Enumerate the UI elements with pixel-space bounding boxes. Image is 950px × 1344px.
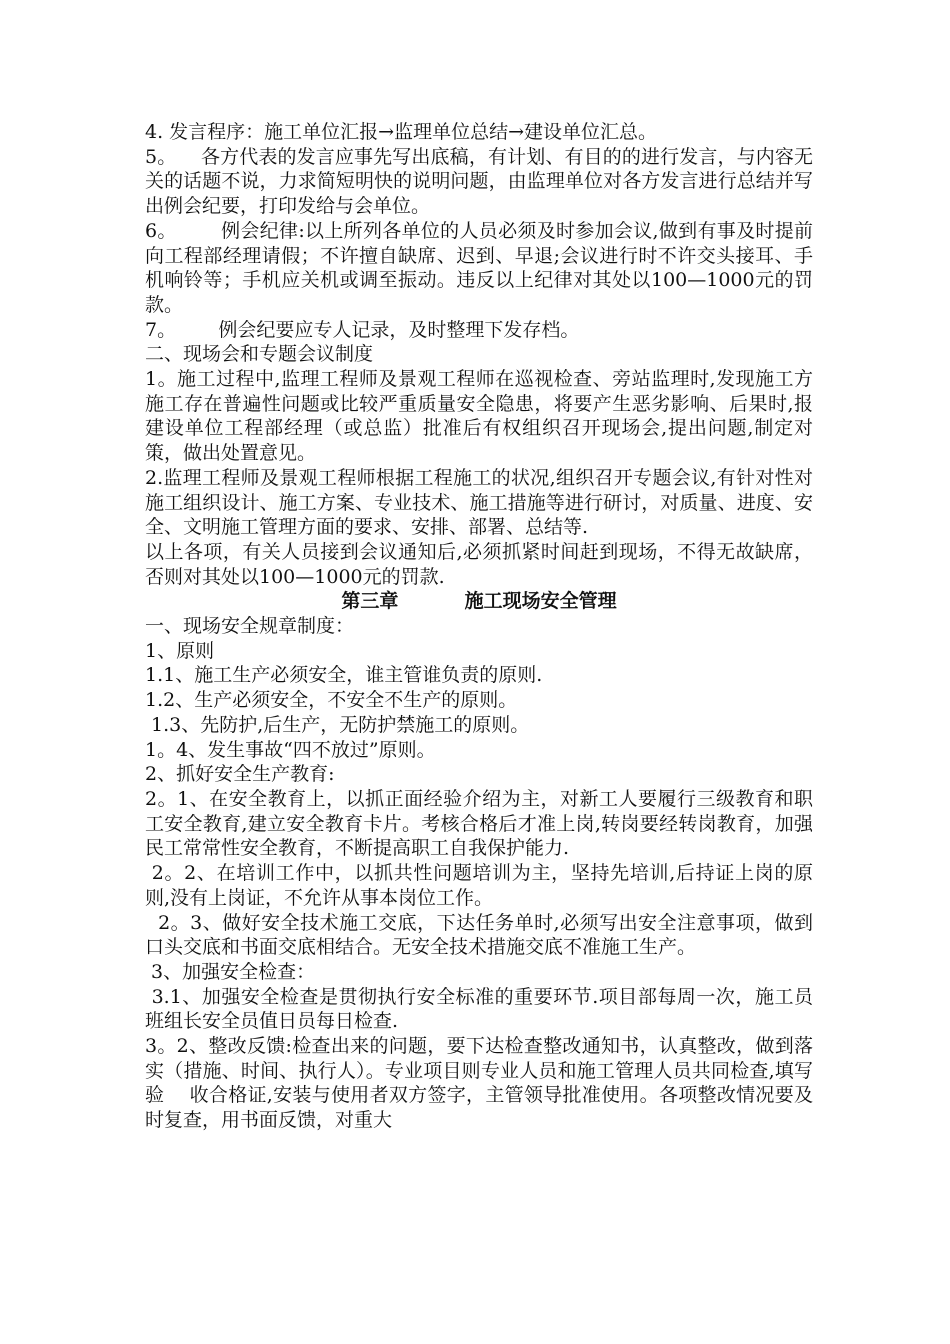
document-body <box>145 120 813 1133</box>
education-2-2: 2。2、在培训工作中，以抓共性问题培训为主，坚持先培训,后持证上岗的原则,没有上岗证，不允许从事本岗位工作。 <box>145 862 813 909</box>
paragraph-item-7: 7。 例会纪要应专人记录，及时整理下发存档。 <box>145 318 580 341</box>
subheading-safety-education: 2、抓好安全生产教育: <box>145 763 335 786</box>
section-heading-site-meetings: 二、现场会和专题会议制度 <box>145 343 374 366</box>
principle-1-2: 1.2、生产必须安全，不安全不生产的原则。 <box>145 689 518 712</box>
principle-1-1: 1.1、施工生产必须安全，谁主管谁负责的原则. <box>145 664 543 687</box>
paragraph-penalty-note: 以上各项，有关人员接到会议通知后,必须抓紧时间赶到现场，不得无故缺席，否则对其处以100—1000元的罚款. <box>145 540 813 588</box>
education-2-1: 2。1、在安全教育上，以抓正面经验介绍为主，对新工人要履行三级教育和职工安全教育,建立安全教育卡片。考核合格后才准上岗,转岗要经转岗教育，加强民工常常性安全教育，不断提高职工自我保护能力. <box>145 787 813 860</box>
paragraph-site-meeting-1: 1。施工过程中,监理工程师及景观工程师在巡视检查、旁站监理时,发现施工方施工存在普遍性问题或比较严重质量安全隐患，将要产生恶劣影响、后果时,报建设单位工程部经理（或总监）批准后有权组织召开现场会,提出问题,制定对策，做出处置意见。 <box>145 368 813 465</box>
inspection-3-2: 3。2、整改反馈:检查出来的问题，要下达检查整改通知书，认真整改，做到落实（措施、时间、执行人）。专业项目则专业人员和施工管理人员共同检查,填写验 收合格证,安装与使用者双方签字，主管领导批准使用。各项整改情况要及时复查，用书面反馈，对重大 <box>145 1035 813 1132</box>
subheading-principles: 1、原则 <box>145 639 215 662</box>
paragraph-item-6: 6。 例会纪律:以上所列各单位的人员必须及时参加会议,做到有事及时提前向工程部经理请假；不许擅自缺席、迟到、早退;会议进行时不许交头接耳、手机响铃等；手机应关机或调至振动。违反以上纪律对其处以100—1000元的罚款。 <box>145 219 813 316</box>
principle-1-4: 1。4、发生事故“四不放过”原则。 <box>145 738 436 761</box>
principle-1-3: 1.3、先防护,后生产，无防护禁施工的原则。 <box>145 713 530 736</box>
education-2-3: 2。3、做好安全技术施工交底，下达任务单时,必须写出安全注意事项，做到口头交底和书面交底相结合。无安全技术措施交底不准施工生产。 <box>145 911 813 959</box>
subheading-safety-inspection: 3、加强安全检查： <box>145 960 316 983</box>
paragraph-speaking-procedure: 4. 发言程序：施工单位汇报→监理单位总结→建设单位汇总。 <box>145 121 658 143</box>
paragraph-site-meeting-2: 2.监理工程师及景观工程师根据工程施工的状况,组织召开专题会议,有针对性对施工组织设计、施工方案、专业技术、施工措施等进行研讨，对质量、进度、安全、文明施工管理方面的要求、安排、部署、总结等. <box>145 466 813 539</box>
chapter-title: 第三章 施工现场安全管理 <box>341 590 617 613</box>
inspection-3-1: 3.1、加强安全检查是贯彻执行安全标准的重要环节.项目部每周一次，施工员班组长安全员值日员每日检查. <box>145 985 813 1033</box>
section-heading-safety-rules: 一、现场安全规章制度： <box>145 615 355 638</box>
paragraph-item-5: 5。 各方代表的发言应事先写出底稿，有计划、有目的的进行发言，与内容无关的话题不说，力求简短明快的说明问题，由监理单位对各方发言进行总结并写出例会纪要，打印发给与会单位。 <box>145 145 813 218</box>
